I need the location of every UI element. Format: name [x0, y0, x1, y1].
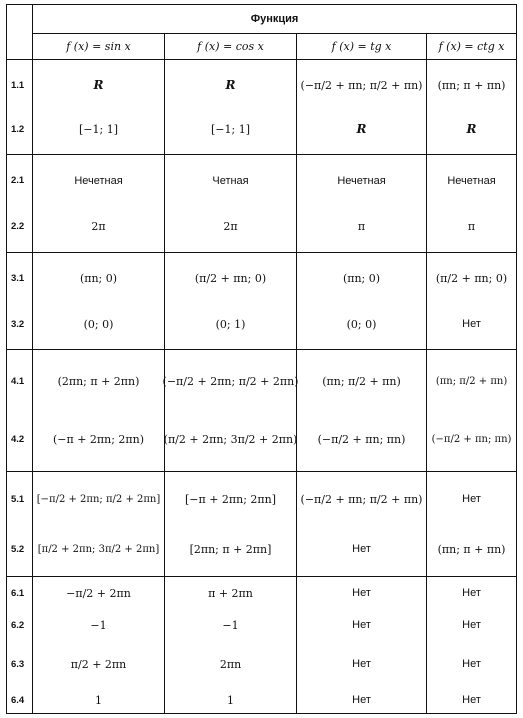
table-cell: 2πn [219, 657, 242, 671]
table-cell: Нет [462, 587, 481, 599]
row-numbers [7, 253, 33, 350]
table-cell: (π/2 + 2πn; 3π/2 + 2πn) [163, 433, 298, 446]
table-cell: (−π/2 + πn; πn) [431, 434, 512, 445]
table-cell: [−1; 1] [211, 122, 250, 136]
table-row [7, 155, 517, 253]
table-cell: 1 [95, 693, 102, 707]
table-row [7, 60, 517, 155]
table-cell: R [356, 122, 367, 136]
trig-functions-table [6, 4, 517, 714]
table-cell: Нет [352, 658, 371, 670]
row-number: 6.1 [11, 587, 25, 599]
table-cell: 1 [227, 693, 234, 707]
row-numbers [7, 472, 33, 577]
row-number: 2.1 [11, 175, 25, 186]
table-cell: (πn; 0) [342, 271, 381, 285]
table-cell: Нет [462, 318, 481, 330]
row-number: 6.3 [11, 658, 25, 670]
table-cell: (0; 0) [346, 317, 377, 331]
row-number: 3.1 [11, 272, 25, 284]
row-numbers [7, 60, 33, 155]
row-numbers [7, 350, 33, 472]
table-cell: (0; 0) [83, 317, 114, 331]
table-cell: Нечетная [337, 174, 386, 187]
row-number: 2.2 [11, 221, 25, 232]
table-cell: π + 2πn [208, 586, 253, 600]
table-title: Функция [33, 5, 517, 34]
table-cell: [−1; 1] [79, 122, 118, 136]
table-cell: (π/2 + πn; 0) [194, 271, 267, 285]
row-number: 6.2 [11, 619, 25, 631]
table-cell: Нечетная [74, 174, 123, 187]
table-cell: Нечетная [447, 174, 496, 187]
row-number: 1.1 [11, 79, 25, 91]
table-cell: Четная [212, 174, 249, 187]
table-cell: [−π/2 + 2πn; π/2 + 2πn] [36, 493, 161, 505]
table-cell: (πn; π + πn) [437, 78, 506, 92]
table-cell: (−π/2 + πn; π/2 + πn) [300, 492, 423, 506]
table-cell: (πn; π/2 + πn) [435, 376, 508, 387]
table-cell: −π/2 + 2πn [66, 586, 131, 600]
column-header-sin: f (x) = sin x [33, 34, 165, 60]
table-cell: 2π [223, 220, 238, 233]
row-number: 5.2 [11, 543, 25, 555]
table-cell: [−π + 2πn; 2πn] [184, 492, 277, 506]
row-number: 6.4 [11, 694, 25, 706]
table-row [7, 253, 517, 350]
table-cell: (π/2 + πn; 0) [435, 271, 508, 285]
table-cell: R [93, 78, 104, 92]
row-numbers [7, 577, 33, 714]
table-cell: [2πn; π + 2πn] [189, 542, 272, 556]
table-cell: Нет [352, 543, 371, 555]
table-cell: [π/2 + 2πn; 3π/2 + 2πn] [37, 543, 160, 555]
table-cell: (−π/2 + πn; π/2 + πn) [300, 78, 423, 92]
table-cell: 2π [91, 220, 106, 233]
row-numbers [7, 155, 33, 253]
table-cell: Нет [462, 694, 481, 706]
column-header-cos: f (x) = cos x [165, 34, 297, 60]
table-cell: −1 [222, 618, 239, 632]
row-number: 5.1 [11, 493, 25, 505]
table-cell: (−π + 2πn; 2πn) [52, 433, 145, 446]
table-cell: π [467, 220, 476, 233]
row-number-header [7, 5, 33, 60]
table-cell: Нет [462, 493, 481, 505]
table-cell: (0; 1) [215, 317, 246, 331]
table-cell: (−π/2 + πn; πn) [317, 433, 406, 446]
row-number: 4.2 [11, 434, 25, 445]
table-cell: π/2 + 2πn [70, 657, 127, 671]
table-cell: Нет [352, 619, 371, 631]
table-row [7, 472, 517, 577]
table-cell: R [466, 122, 477, 136]
row-number: 3.2 [11, 318, 25, 330]
table-cell: Нет [352, 694, 371, 706]
table-cell: π [357, 220, 366, 233]
table-cell: (πn; 0) [79, 271, 118, 285]
table-cell: (πn; π + πn) [437, 542, 506, 556]
column-header-ctg: f (x) = ctg x [427, 34, 517, 60]
table-cell: Нет [462, 658, 481, 670]
row-number: 4.1 [11, 376, 25, 387]
table-cell: (−π/2 + 2πn; π/2 + 2πn) [162, 375, 299, 388]
table-cell: Нет [462, 619, 481, 631]
table-row [7, 350, 517, 472]
table-cell: R [225, 78, 236, 92]
table-cell: (πn; π/2 + πn) [322, 375, 401, 388]
table-cell: Нет [352, 587, 371, 599]
table-row [7, 577, 517, 714]
row-number: 1.2 [11, 123, 25, 135]
column-header-tg: f (x) = tg x [297, 34, 427, 60]
table-cell: −1 [90, 618, 107, 632]
table-cell: (2πn; π + 2πn) [57, 375, 140, 388]
